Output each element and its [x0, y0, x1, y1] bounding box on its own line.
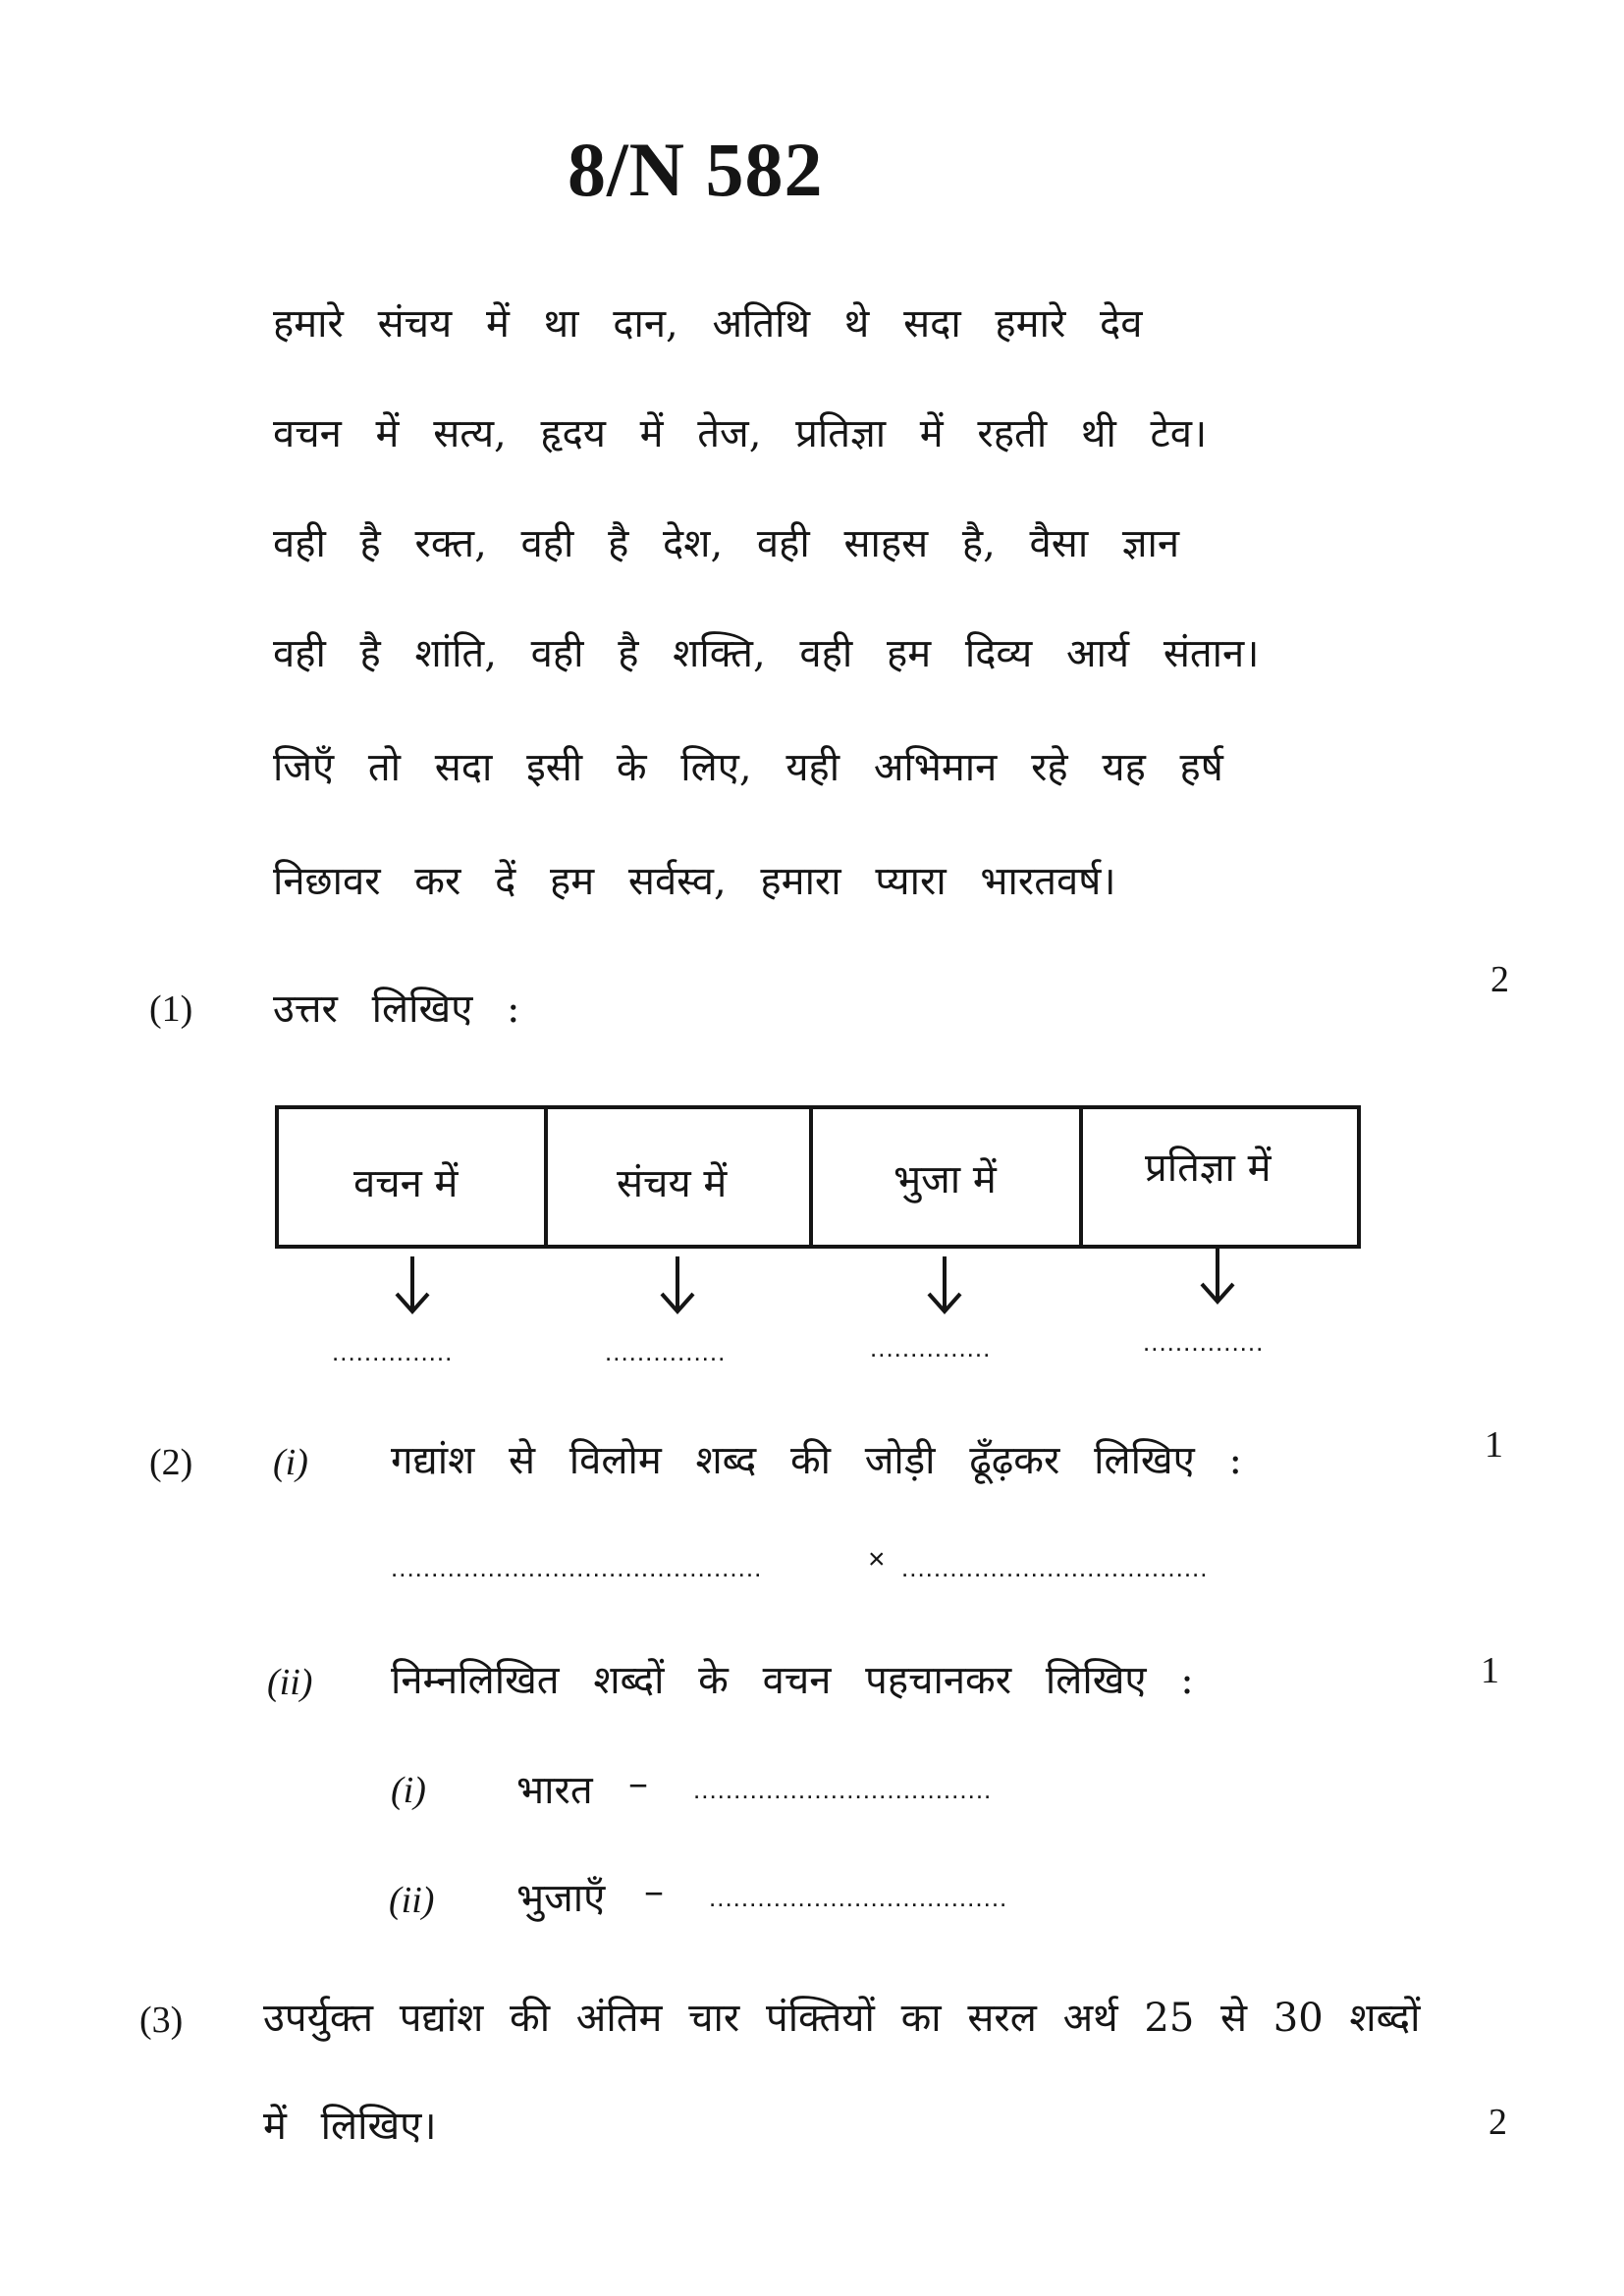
sub-question-label: (ii) [267, 1662, 313, 1703]
down-arrow-icon [929, 1256, 960, 1311]
item-label: (ii) [389, 1880, 435, 1921]
down-arrow-icon [397, 1256, 428, 1311]
sub-question-text: गद्यांश से विलोम शब्द की जोड़ी ढूँढ़कर लिखिए : [391, 1438, 1242, 1483]
item-dash: – [628, 1761, 648, 1806]
marks: 2 [1489, 2102, 1507, 2143]
question-text-continued: में लिखिए। [263, 2104, 437, 2149]
question-text: उपर्युक्त पद्यांश की अंतिम चार पंक्तियों का सरल अर्थ 25 से 30 शब्दों [263, 1996, 1421, 2041]
box-label-bhuja: भुजा में [893, 1157, 997, 1202]
box-label-sanchay: संचय में [617, 1161, 728, 1206]
item-blank[interactable]: ..................................... [693, 1775, 993, 1804]
question-text: उत्तर लिखिए : [273, 987, 520, 1032]
item-dash: – [644, 1869, 664, 1914]
down-arrow-icon [1202, 1247, 1233, 1302]
antonym-blank-right[interactable]: ...................................... [901, 1553, 1209, 1582]
box-label-vachan: वचन में [353, 1161, 459, 1206]
answer-blank[interactable]: ............... [870, 1333, 992, 1362]
item-label: (i) [391, 1770, 426, 1811]
down-arrow-icon [662, 1256, 693, 1311]
marks: 1 [1485, 1424, 1503, 1466]
answer-blank[interactable]: ............... [332, 1337, 454, 1366]
question-number: (1) [149, 988, 193, 1030]
item-word: भुजाएँ [516, 1876, 606, 1921]
question-number: (2) [149, 1442, 193, 1483]
marks: 2 [1490, 959, 1509, 1000]
poem-line: वचन में सत्य, हृदय में तेज, प्रतिज्ञा में रहती थी टेव। [273, 411, 1208, 456]
box-label-pratigya: प्रतिज्ञा में [1145, 1146, 1272, 1191]
item-blank[interactable]: ..................................... [709, 1883, 1008, 1912]
poem-line: वही है शांति, वही है शक्ति, वही हम दिव्य आर्य संतान। [273, 631, 1260, 676]
poem-line: निछावर कर दें हम सर्वस्व, हमारा प्यारा भारतवर्ष। [273, 859, 1116, 904]
poem-line: वही है रक्त, वही है देश, वही साहस है, वैसा ज्ञान [273, 521, 1180, 566]
paper-code: 8/N 582 [568, 127, 824, 212]
marks: 1 [1481, 1650, 1499, 1691]
sub-question-text: निम्नलिखित शब्दों के वचन पहचानकर लिखिए : [391, 1658, 1194, 1703]
answer-blank[interactable]: ............... [1143, 1327, 1265, 1357]
sub-question-label: (i) [273, 1442, 308, 1483]
antonym-blank-left[interactable]: .............................................. [391, 1553, 763, 1582]
answer-blank[interactable]: ............... [605, 1337, 727, 1366]
poem-line: हमारे संचय में था दान, अतिथि थे सदा हमारे देव [273, 301, 1143, 347]
item-word: भारत [516, 1768, 593, 1813]
poem-line: जिएँ तो सदा इसी के लिए, यही अभिमान रहे यह हर्ष [273, 745, 1223, 790]
question-number: (3) [139, 2000, 184, 2041]
cross-sign: × [868, 1543, 886, 1575]
